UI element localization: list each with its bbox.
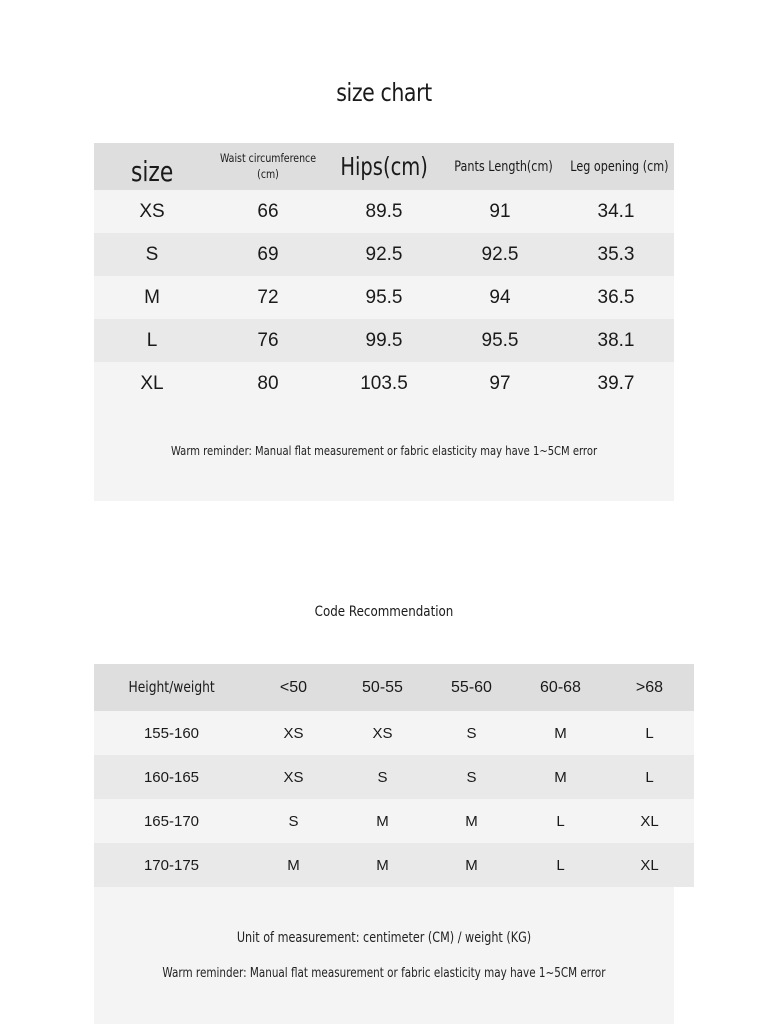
cell-height: 165-170 [143,812,200,830]
header-waist: Waist circumference (cm) [219,151,317,181]
cell-hips: 89.5 [365,200,403,222]
cell-pants-length: 95.5 [481,329,519,351]
code-recommendation-panel [94,664,674,1024]
cell-size: M [144,286,160,308]
header-weight-range: 50-55 [362,678,403,696]
cell-pants-length: 97 [489,372,511,394]
header-weight-range: <50 [279,678,308,696]
code-recommendation-table [94,664,694,887]
table-row [94,276,674,319]
header-height-weight: Height/weight [128,678,215,696]
cell-size: L [556,812,565,830]
cell-pants-length: 91 [489,200,511,222]
cell-size: XS [283,724,304,742]
table-row [94,843,694,887]
cell-pants-length: 94 [489,286,511,308]
cell-waist: 69 [257,243,279,265]
table-row [94,799,694,843]
cell-size: M [376,856,389,874]
size-chart-header-row [94,143,674,190]
code-recommendation-reminder: Warm reminder: Manual flat measurement or fabric elasticity may have 1~5CM error [162,966,606,981]
table-row [94,711,694,755]
cell-size: M [465,856,478,874]
cell-size: XS [139,200,165,222]
cell-hips: 99.5 [365,329,403,351]
size-chart-reminder: Warm reminder: Manual flat measurement or fabric elasticity may have 1~5CM error [170,443,598,458]
cell-size: XS [283,768,304,786]
header-weight-range: 60-68 [540,678,581,696]
cell-pants-length: 92.5 [481,243,519,265]
cell-size: XS [372,724,393,742]
cell-size: L [645,768,654,786]
cell-size: S [466,724,477,742]
size-chart-panel [94,143,674,501]
table-row [94,319,674,362]
cell-size: M [465,812,478,830]
header-weight-range: 55-60 [451,678,492,696]
cell-size: S [466,768,477,786]
header-weight-range: >68 [635,678,664,696]
cell-size: XL [640,856,659,874]
table-row [94,233,674,276]
table-row [94,190,674,233]
cell-height: 170-175 [143,856,200,874]
cell-hips: 103.5 [360,372,408,394]
cell-hips: 95.5 [365,286,403,308]
cell-size: S [145,243,159,265]
cell-size: S [288,812,299,830]
cell-size: M [554,724,567,742]
cell-height: 155-160 [143,724,200,742]
code-recommendation-title: Code Recommendation [314,604,454,620]
table-row [94,755,694,799]
code-header-row [94,664,694,711]
cell-leg-opening: 35.3 [597,243,635,265]
cell-waist: 72 [257,286,279,308]
cell-leg-opening: 34.1 [597,200,635,222]
cell-leg-opening: 38.1 [597,329,635,351]
cell-size: L [645,724,654,742]
size-chart-title: size chart [336,78,432,107]
cell-height: 160-165 [143,768,200,786]
cell-size: M [287,856,300,874]
header-leg-opening: Leg opening (cm) [570,158,669,175]
header-hips: Hips(cm) [340,152,428,181]
cell-hips: 92.5 [365,243,403,265]
size-chart-table [94,143,674,405]
cell-size: XL [640,812,659,830]
cell-leg-opening: 36.5 [597,286,635,308]
header-pants-length: Pants Length(cm) [454,158,553,175]
cell-size: L [556,856,565,874]
cell-waist: 76 [257,329,279,351]
header-size: size [130,155,174,188]
cell-size: XL [140,372,164,394]
cell-leg-opening: 39.7 [597,372,635,394]
cell-size: L [146,329,158,351]
cell-size: S [377,768,388,786]
unit-note: Unit of measurement: centimeter (CM) / weight (KG) [236,930,532,946]
cell-waist: 66 [257,200,279,222]
cell-size: M [376,812,389,830]
cell-size: M [554,768,567,786]
table-row [94,362,674,405]
cell-waist: 80 [257,372,279,394]
